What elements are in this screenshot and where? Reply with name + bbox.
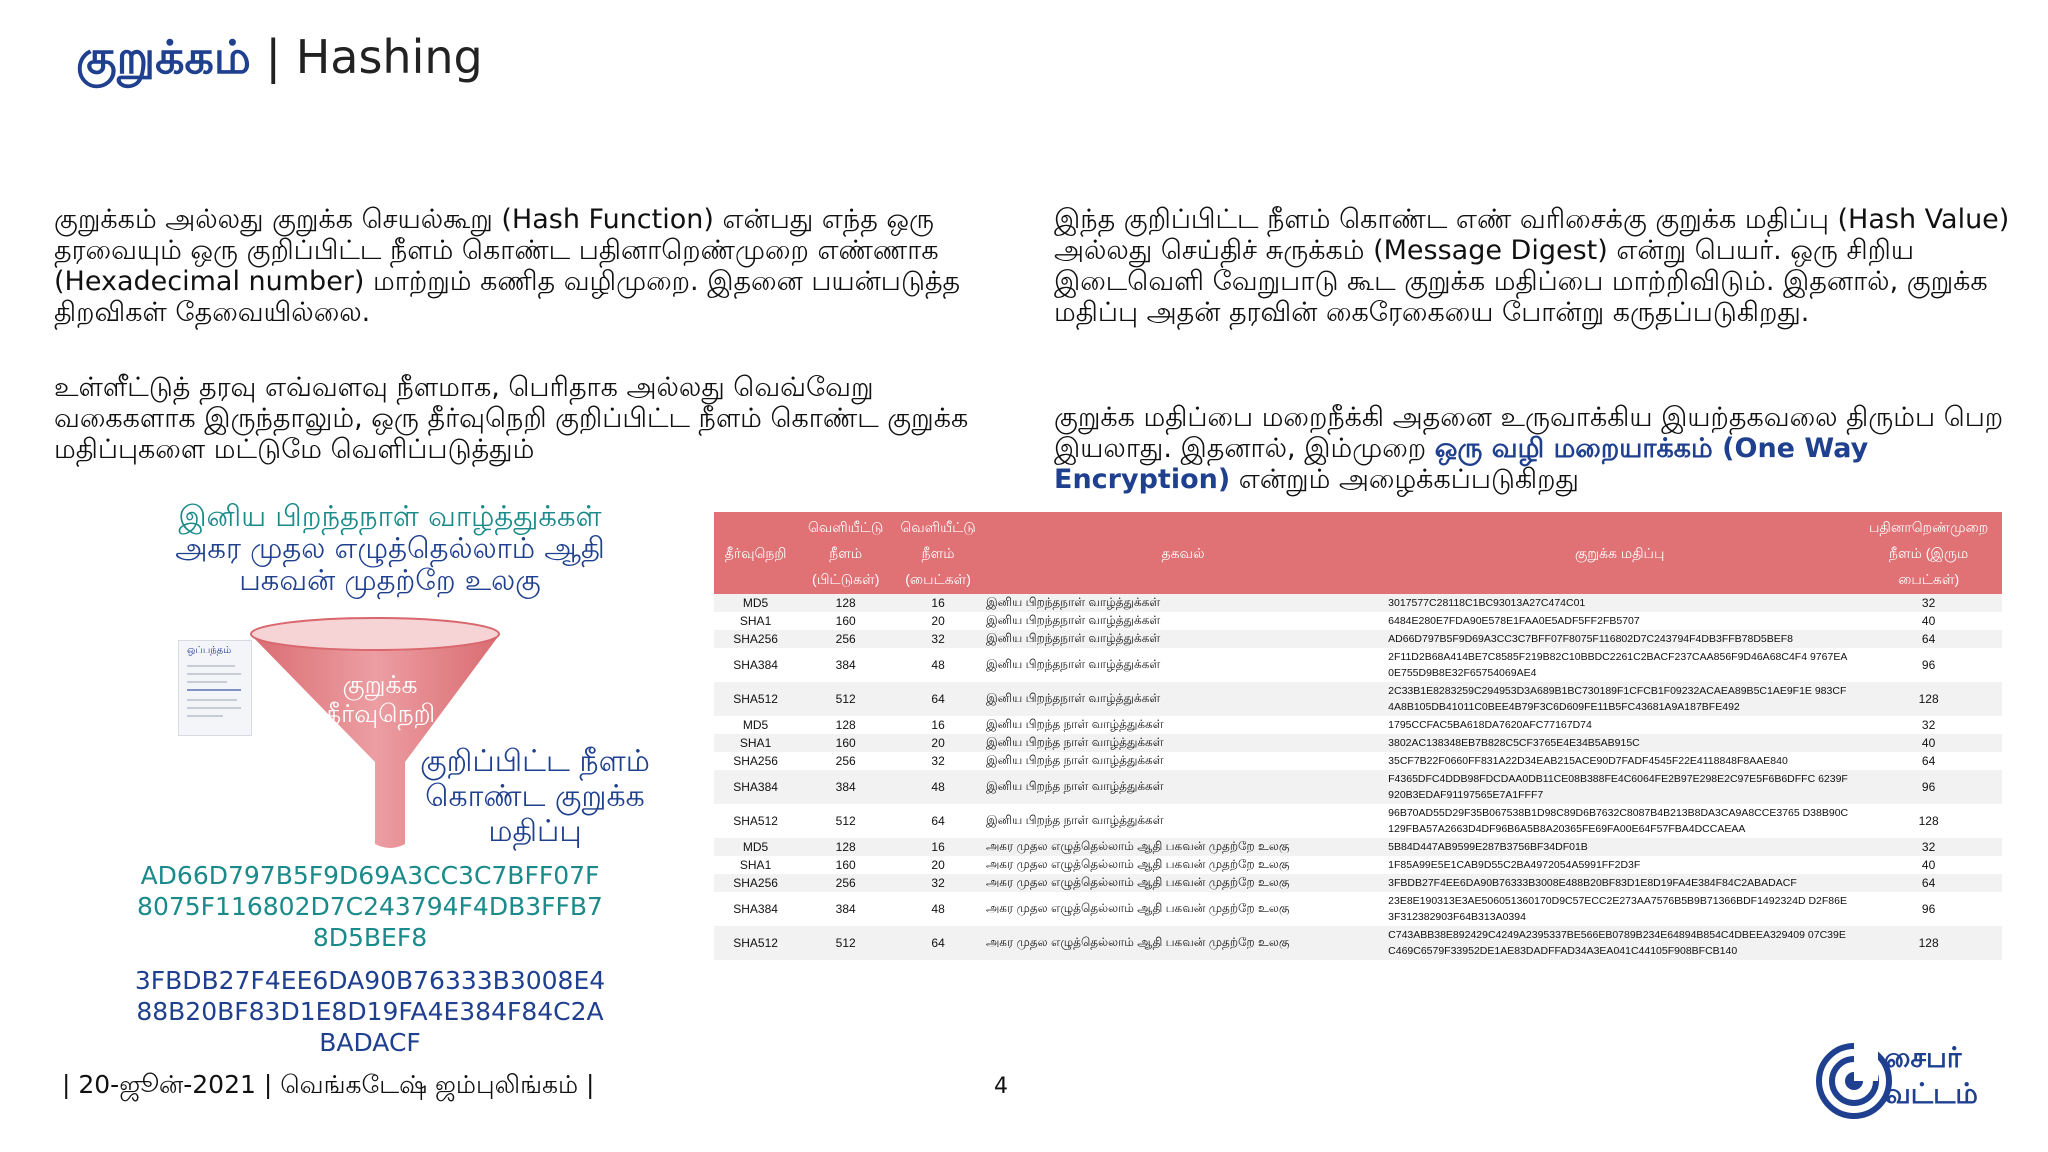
cell-bits: 384: [797, 892, 894, 926]
cell-bytes: 32: [894, 874, 982, 892]
cell-bits: 160: [797, 734, 894, 752]
cell-hash: 35CF7B22F0660FF831A22D34EAB215ACE90D7FADF4545F22E4118848F8AAE840: [1384, 752, 1855, 770]
cell-bits: 160: [797, 856, 894, 874]
cell-bits: 128: [797, 716, 894, 734]
cell-bytes: 16: [894, 716, 982, 734]
table-row: [714, 716, 2002, 734]
table-row: [714, 892, 2002, 926]
cell-hash: 6484E280E7FDA90E578E1FAA0E5ADF5FF2FB5707: [1384, 612, 1855, 630]
hash1-line: 8D5BEF8: [312, 923, 428, 952]
hash2-line: 3FBDB27F4EE6DA90B76333B3008E4: [134, 966, 606, 995]
cell-message: இனிய பிறந்த நாள் வாழ்த்துக்கள்: [982, 752, 1384, 770]
cell-bytes: 64: [894, 926, 982, 960]
cell-hex-length: 96: [1855, 892, 2002, 926]
cell-message: அகர முதல எழுத்தெல்லாம் ஆதி பகவன் முதற்றே உலகு: [982, 874, 1384, 892]
paragraph-definition: குறுக்கம் அல்லது குறுக்க செயல்கூறு (Hash Function) என்பது எந்த ஒரு தரவையும் ஒரு குறிப்பிட்ட நீளம் கொண்ட பதினாறெண்முறை எண்ணாக (Hexadecimal number) மாற்றும் கணித வழிமுறை. இதனை பயன்படுத்த திறவிகள் தேவையில்லை.: [54, 204, 961, 328]
cell-algorithm: MD5: [714, 594, 797, 612]
table-row: [714, 752, 2002, 770]
input-line-2: அகர முதல எழுத்தெல்லாம் ஆதி பகவன் முதற்றே உலகு: [175, 531, 605, 597]
cell-bits: 128: [797, 838, 894, 856]
table-header-row: [714, 512, 2002, 594]
document-line: [187, 715, 223, 717]
cell-hash: AD66D797B5F9D69A3CC3C7BFF07F8075F116802D7C243794F4DB3FFB78D5BEF8: [1384, 630, 1855, 648]
header-bits: வெளியீட்டு நீளம் (பிட்டுகள்): [797, 512, 894, 594]
cell-message: இனிய பிறந்தநாள் வாழ்த்துக்கள்: [982, 594, 1384, 612]
hash1-line: AD66D797B5F9D69A3CC3C7BFF07F: [140, 861, 600, 890]
table-row: [714, 770, 2002, 804]
document-line: [187, 707, 241, 709]
cell-message: அகர முதல எழுத்தெல்லாம் ஆதி பகவன் முதற்றே உலகு: [982, 926, 1384, 960]
cell-message: இனிய பிறந்த நாள் வாழ்த்துக்கள்: [982, 734, 1384, 752]
cell-algorithm: SHA384: [714, 648, 797, 682]
output-label: குறிப்பிட்ட நீளம் கொண்ட குறுக்க மதிப்பு: [420, 744, 650, 849]
cell-hex-length: 64: [1855, 752, 2002, 770]
table-row: [714, 804, 2002, 838]
cell-hash: 23E8E190313E3AE506051360170D9C57ECC2E273AA7576B5B9B71366BDF1492324D D2F86E3F312382903F64B313A0394: [1384, 892, 1855, 926]
title-tamil: குறுக்கம்: [76, 30, 251, 84]
table-row: [714, 856, 2002, 874]
cell-hex-length: 40: [1855, 734, 2002, 752]
cell-algorithm: SHA1: [714, 734, 797, 752]
p4-text-a: குறுக்க மதிப்பை மறைநீக்கி அதனை உருவாக்கிய இயற்தகவலை திரும்ப பெற இயலாது. இதனால், இம்முறை: [1054, 402, 2004, 464]
table-row: [714, 612, 2002, 630]
cell-bytes: 64: [894, 804, 982, 838]
cell-hash: 3017577C28118C1BC93013A27C474C01: [1384, 594, 1855, 612]
input-line-1: இனிய பிறந்தநாள் வாழ்த்துக்கள்: [178, 499, 602, 533]
cell-hash: C743ABB38E892429C4249A2395337BE566EB0789B234E64894B854C4DBEEA329409 07C39EC469C6579F33952DE1AE83DADFFAD34A3EA041C44105F908BFCB140: [1384, 926, 1855, 960]
cell-bytes: 48: [894, 892, 982, 926]
cell-bytes: 32: [894, 630, 982, 648]
paragraph-hash-value: இந்த குறிப்பிட்ட நீளம் கொண்ட எண் வரிசைக்கு குறுக்க மதிப்பு (Hash Value) அல்லது செய்திச் சுருக்கம் (Message Digest) என்று பெயர். ஒரு சிறிய இடைவெளி வேறுபாடு கூட குறுக்க மதிப்பை மாற்றிவிடும். இதனால், குறுக்க மதிப்பு அதன் தரவின் கைரேகையை போன்று கருதப்படுகிறது.: [1054, 204, 2010, 328]
table-row: [714, 734, 2002, 752]
logo-line-1: சைபர்: [1884, 1041, 1962, 1074]
cell-message: அகர முதல எழுத்தெல்லாம் ஆதி பகவன் முதற்றே உலகு: [982, 838, 1384, 856]
cell-message: இனிய பிறந்தநாள் வாழ்த்துக்கள்: [982, 630, 1384, 648]
table-row: [714, 630, 2002, 648]
cell-bytes: 20: [894, 856, 982, 874]
p4-highlight: ஒரு வழி மறையாக்கம் (One Way Encryption): [1054, 433, 1869, 495]
cell-hex-length: 64: [1855, 874, 2002, 892]
cell-bytes: 32: [894, 752, 982, 770]
cell-hash: 2C33B1E8283259C294953D3A689B1BC730189F1CFCB1F09232ACAEA89B5C1AE9F1E 983CF4A8B105DB41011C0BEE4B79F3C6D609FE11B5FC43681A9A187BFE492: [1384, 682, 1855, 716]
input-messages: [140, 500, 640, 596]
table-row: [714, 682, 2002, 716]
cell-bits: 512: [797, 682, 894, 716]
header-hash: குறுக்க மதிப்பு: [1384, 512, 1855, 594]
document-line: [187, 699, 237, 701]
table-row: [714, 874, 2002, 892]
page-title: [76, 30, 483, 91]
cell-hex-length: 40: [1855, 856, 2002, 874]
document-line: [187, 689, 241, 691]
cell-algorithm: MD5: [714, 716, 797, 734]
hash2-line: BADACF: [319, 1028, 421, 1057]
cell-bits: 512: [797, 804, 894, 838]
cell-bits: 384: [797, 770, 894, 804]
cell-hex-length: 96: [1855, 648, 2002, 682]
cell-bits: 512: [797, 926, 894, 960]
cell-algorithm: SHA1: [714, 612, 797, 630]
cell-algorithm: SHA512: [714, 804, 797, 838]
cell-hex-length: 64: [1855, 630, 2002, 648]
table-row: [714, 926, 2002, 960]
cell-message: இனிய பிறந்தநாள் வாழ்த்துக்கள்: [982, 648, 1384, 682]
hash-table: [714, 512, 2002, 960]
cell-algorithm: MD5: [714, 838, 797, 856]
title-separator: |: [250, 30, 296, 84]
cell-algorithm: SHA256: [714, 752, 797, 770]
header-message: தகவல்: [982, 512, 1384, 594]
hash-output-2: [120, 965, 620, 1058]
hash2-line: 88B20BF83D1E8D19FA4E384F84C2A: [136, 997, 604, 1026]
hash-output-1: [120, 860, 620, 953]
header-hex-length: பதினாறெண்முறை நீளம் (இரும பைட்கள்): [1855, 512, 2002, 594]
footer-text: | 20-ஜூன்-2021 | வெங்கடேஷ் ஜம்புலிங்கம் |: [62, 1070, 595, 1099]
cell-algorithm: SHA512: [714, 682, 797, 716]
cell-hash: F4365DFC4DDB98FDCDAA0DB11CE08B388FE4C6064FE2B97E298E2C97E5F6B6DFFC 6239F920B3EDAF91197565E7A1FFF7: [1384, 770, 1855, 804]
page-number: 4: [994, 1074, 1008, 1099]
cell-algorithm: SHA512: [714, 926, 797, 960]
cell-message: அகர முதல எழுத்தெல்லாம் ஆதி பகவன் முதற்றே உலகு: [982, 892, 1384, 926]
cell-message: இனிய பிறந்த நாள் வாழ்த்துக்கள்: [982, 804, 1384, 838]
cell-hash: 1795CCFAC5BA618DA7620AFC77167D74: [1384, 716, 1855, 734]
document-line: [187, 665, 235, 667]
cell-bits: 256: [797, 630, 894, 648]
table-row: [714, 838, 2002, 856]
cell-hash: 3802AC138348EB7B828C5CF3765E4E34B5AB915C: [1384, 734, 1855, 752]
funnel-label: குறுக்க தீர்வுநெறி: [324, 670, 436, 728]
header-bytes: வெளியீட்டு நீளம் (பைட்கள்): [894, 512, 982, 594]
title-english: Hashing: [295, 30, 483, 84]
document-line: [187, 673, 241, 675]
cell-bits: 128: [797, 594, 894, 612]
cell-bits: 256: [797, 752, 894, 770]
cell-bits: 160: [797, 612, 894, 630]
cell-bytes: 16: [894, 838, 982, 856]
cell-hex-length: 40: [1855, 612, 2002, 630]
paragraph-one-way: [1054, 402, 2014, 495]
cell-hex-length: 128: [1855, 804, 2002, 838]
cell-hash: 2F11D2B68A414BE7C8585F219B82C10BBDC2261C2BACF237CAA856F9D46A68C4F4 9767EA0E755D9B8E32F65754069AE4: [1384, 648, 1855, 682]
cell-message: இனிய பிறந்த நாள் வாழ்த்துக்கள்: [982, 770, 1384, 804]
cell-algorithm: SHA256: [714, 874, 797, 892]
cell-bytes: 48: [894, 770, 982, 804]
cell-bytes: 20: [894, 734, 982, 752]
cell-algorithm: SHA1: [714, 856, 797, 874]
paragraph-fixed-length: உள்ளீட்டுத் தரவு எவ்வளவு நீளமாக, பெரிதாக அல்லது வெவ்வேறு வகைகளாக இருந்தாலும், ஒரு தீர்வுநெறி குறிப்பிட்ட நீளம் கொண்ட குறுக்க மதிப்புகளை மட்டுமே வெளிப்படுத்தும்: [54, 372, 969, 465]
cell-hex-length: 32: [1855, 716, 2002, 734]
cell-algorithm: SHA384: [714, 770, 797, 804]
cell-bytes: 20: [894, 612, 982, 630]
document-label: ஒப்பந்தம்: [187, 645, 232, 656]
cell-hex-length: 128: [1855, 682, 2002, 716]
cell-bytes: 64: [894, 682, 982, 716]
cell-hex-length: 32: [1855, 838, 2002, 856]
cell-bits: 384: [797, 648, 894, 682]
cell-hash: 1F85A99E5E1CAB9D55C2BA4972054A5991FF2D3F: [1384, 856, 1855, 874]
hash1-line: 8075F116802D7C243794F4DB3FFB7: [137, 892, 603, 921]
cell-hex-length: 32: [1855, 594, 2002, 612]
cell-message: அகர முதல எழுத்தெல்லாம் ஆதி பகவன் முதற்றே உலகு: [982, 856, 1384, 874]
cell-message: இனிய பிறந்தநாள் வாழ்த்துக்கள்: [982, 612, 1384, 630]
cell-algorithm: SHA384: [714, 892, 797, 926]
cell-bytes: 16: [894, 594, 982, 612]
cell-bytes: 48: [894, 648, 982, 682]
cell-hash: 96B70AD55D29F35B067538B1D98C89D6B7632C8087B4B213B8DA3CA9A8CCE3765 D38B90C129FBA57A2663D4DF96B6A5B8A20365FE69FA00E64F57FBA4DCCAEAA: [1384, 804, 1855, 838]
cell-message: இனிய பிறந்தநாள் வாழ்த்துக்கள்: [982, 682, 1384, 716]
p4-text-b: என்றும் அழைக்கப்படுகிறது: [1230, 464, 1579, 495]
table-row: [714, 594, 2002, 612]
cell-message: இனிய பிறந்த நாள் வாழ்த்துக்கள்: [982, 716, 1384, 734]
cell-hash: 3FBDB27F4EE6DA90B76333B3008E488B20BF83D1E8D19FA4E384F84C2ABADACF: [1384, 874, 1855, 892]
cell-hex-length: 96: [1855, 770, 2002, 804]
logo-text: [1884, 1040, 1978, 1112]
cell-hex-length: 128: [1855, 926, 2002, 960]
cell-hash: 5B84D447AB9599E287B3756BF34DF01B: [1384, 838, 1855, 856]
table-row: [714, 648, 2002, 682]
header-algorithm: தீர்வுநெறி: [714, 512, 797, 594]
cell-algorithm: SHA256: [714, 630, 797, 648]
cell-bits: 256: [797, 874, 894, 892]
document-line: [187, 681, 227, 683]
logo-line-2: வட்டம்: [1884, 1077, 1978, 1110]
